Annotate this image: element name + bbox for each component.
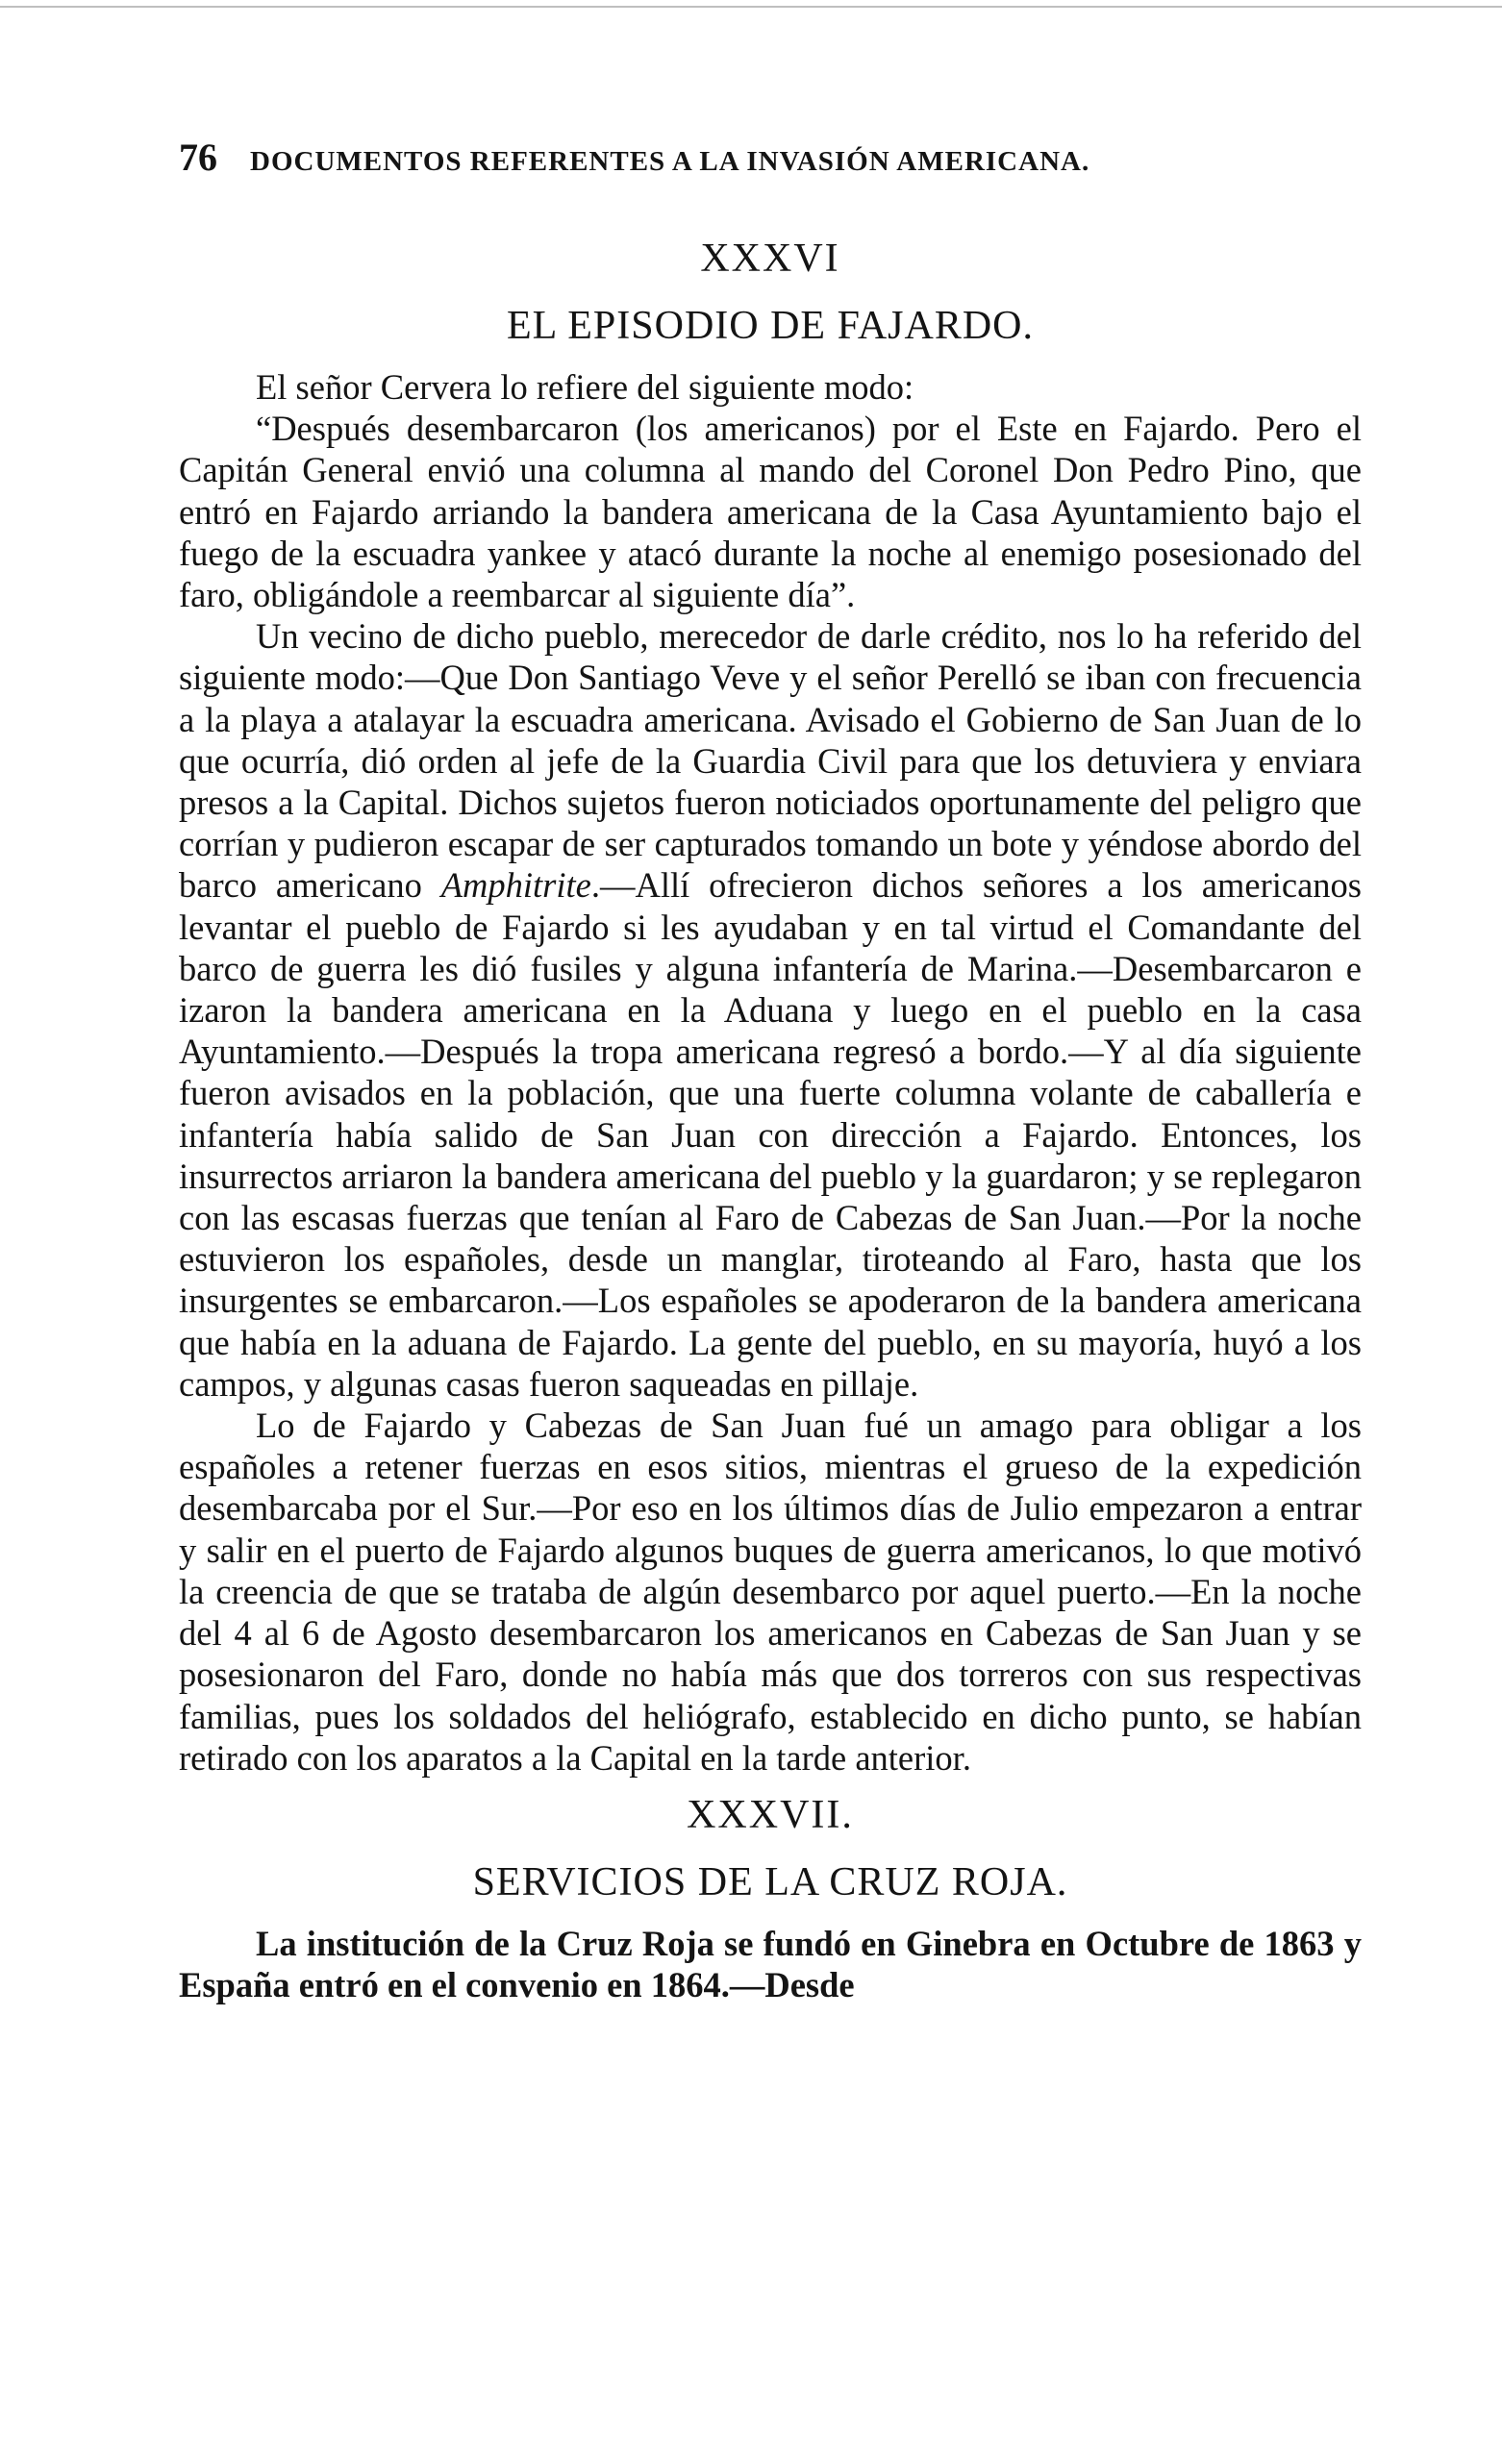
paragraph: La institución de la Cruz Roja se fundó en Ginebra en Octubre de 1863 y España entró en el convenio en 1864.—Desde (179, 1923, 1362, 2005)
paragraph: El señor Cervera lo refiere del siguiente modo: (256, 367, 914, 407)
book-page (179, 135, 1362, 2005)
running-head (179, 135, 1362, 180)
paragraph-text: Un vecino de dicho pueblo, merecedor de darle crédito, nos lo ha referido del siguiente modo:—Que Don Santiago Veve y el señor Perelló se iban con frecuencia a la playa a atalayar la escuadra americana. Avisado el Gobierno de San Juan de lo que ocurría, dió orden al jefe de la Guardia Civil para que los detuviera y enviara presos a la Capital. Dichos sujetos fueron noticiados oportunamente del peligro que corrían y pudieron escapar de ser capturados tomando un bote y yéndose abordo del barco americano (179, 616, 1362, 906)
chapter-number: XXXVII. (687, 1792, 854, 1837)
chapter-title: SERVICIOS DE LA CRUZ ROJA. (472, 1859, 1068, 1904)
running-title: DOCUMENTOS REFERENTES A LA INVASIÓN AMERICANA. (250, 146, 1090, 177)
paragraph: Lo de Fajardo y Cabezas de San Juan fué un amago para obligar a los españoles a retener fuerzas en esos sitios, mientras el grueso de la expedición desembarcaba por el Sur.—Por eso en los últimos días de Julio empezaron a entrar y salir en el puerto de Fajardo algunos buques de guerra americanos, lo que motivó la creencia de que se trataba de algún desembarco por aquel puerto.—En la noche del 4 al 6 de Agosto desembarcaron los americanos en Cabezas de San Juan y se posesionaron del Faro, donde no había más que dos torreros con sus respectivas familias, pues los soldados del heliógrafo, establecido en dicho punto, se habían retirado con los aparatos a la Capital en la tarde anterior. (179, 1406, 1362, 1778)
page-number: 76 (179, 136, 217, 179)
paragraph: “Después desembarcaron (los americanos) por el Este en Fajardo. Pero el Capitán General envió una columna al mando del Coronel Don Pedro Pino, que entró en Fajardo arriando la bandera americana de la Casa Ayuntamiento bajo el fuego de la escuadra yankee y atacó durante la noche al enemigo posesionado del faro, obligándole a reembarcar al siguiente día”. (179, 409, 1362, 615)
chapter-number: XXXVI (700, 236, 840, 281)
paragraph (179, 615, 1362, 1405)
paragraph-text: .—Allí ofrecieron dichos señores a los americanos levantar el pueblo de Fajardo si les ayudaban y en tal virtud el Comandante del barco de guerra les dió fusiles y alguna infantería de Marina.—Desembarcaron e izaron la bandera americana en la Aduana y luego en el pueblo en la casa Ayuntamiento.—Después la tropa americana regresó a bordo.—Y al día siguiente fueron avisados en la población, que una fuerte columna volante de caballería e infantería había salido de San Juan con dirección a Fajardo. Entonces, los insurrectos arriaron la bandera americana del pueblo y la guardaron; y se replegaron con las escasas fuerzas que tenían al Faro de Cabezas de San Juan.—Por la noche estuvieron los españoles, desde un manglar, tiroteando al Faro, hasta que los insurgentes se embarcaron.—Los españoles se apoderaron de la bandera americana que había en la aduana de Fajardo. La gente del pueblo, en su mayoría, huyó a los campos, y algunas casas fueron saqueadas en pillaje. (179, 865, 1362, 1404)
chapter-title: EL EPISODIO DE FAJARDO. (507, 304, 1034, 348)
ship-name: Amphitrite (440, 865, 591, 906)
page-top-edge (0, 6, 1502, 8)
